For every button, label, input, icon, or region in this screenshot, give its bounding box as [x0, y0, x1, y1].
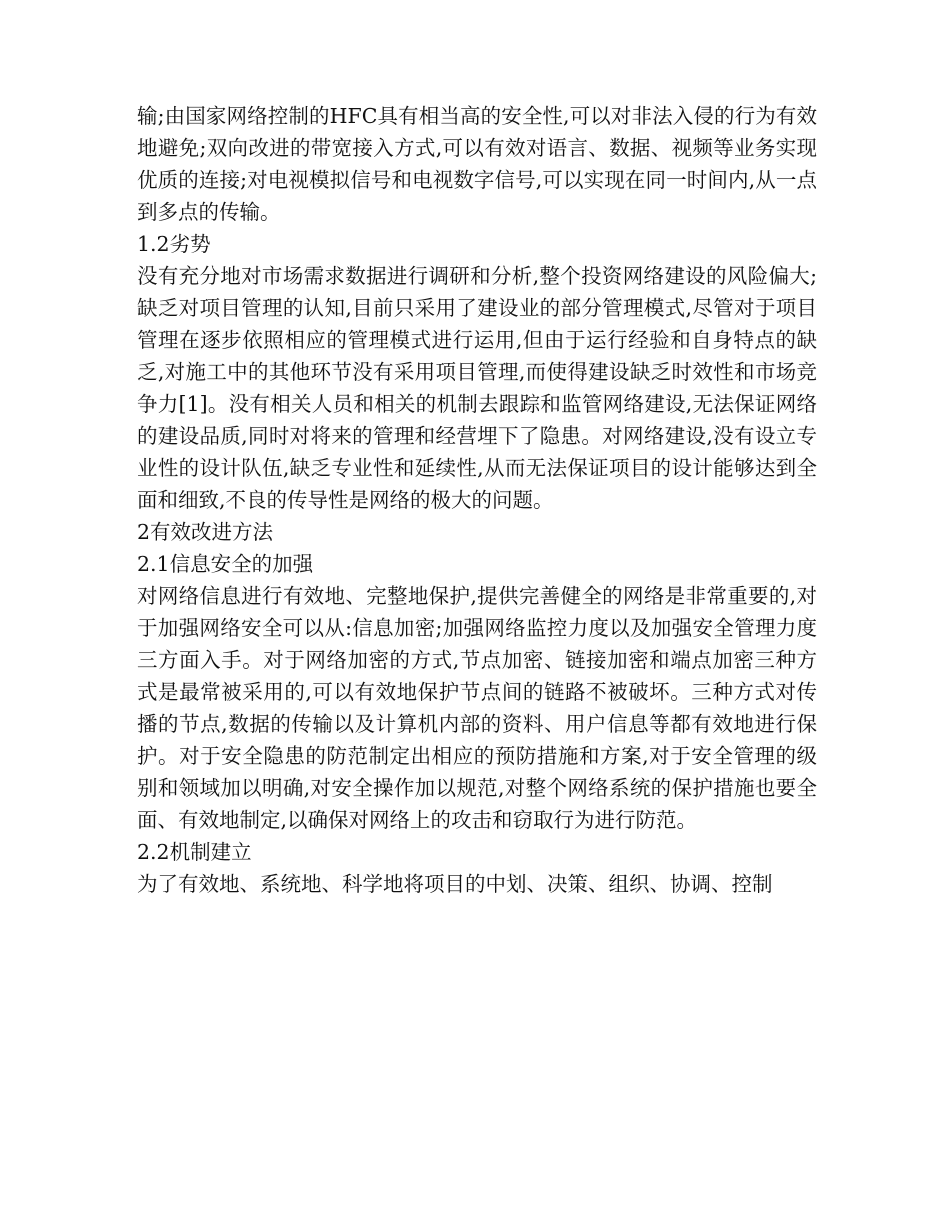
document-page — [137, 100, 817, 900]
heading-improvement-methods: 2有效改进方法 — [137, 520, 274, 544]
paragraph-disadvantages: 没有充分地对市场需求数据进行调研和分析,整个投资网络建设的风险偏大;缺乏对项目管理的认知,目前只采用了建设业的部分管理模式,尽管对于项目管理在逐步依照相应的管理模式进行运用,但由于运行经验和自身特点的缺乏,对施工中的其他环节没有采用项目管理,而使得建设缺乏时效性和市场竞争力[1]。没有相关人员和相关的机制去跟踪和监管网络建设,无法保证网络的建设品质,同时对将来的管理和经营埋下了隐患。对网络建设,没有设立专业性的设计队伍,缺乏专业性和延续性,从而无法保证项目的设计能够达到全面和细致,不良的传导性是网络的极大的问题。 — [137, 264, 817, 512]
paragraph-hfc-advantages: 输;由国家网络控制的HFC具有相当高的安全性,可以对非法入侵的行为有效地避免;双向改进的带宽接入方式,可以有效对语言、数据、视频等业务实现优质的连接;对电视模拟信号和电视数字信号,可以实现在同一时间内,从一点到多点的传输。 — [137, 104, 817, 224]
heading-mechanism: 2.2机制建立 — [137, 840, 252, 864]
paragraph-information-security: 对网络信息进行有效地、完整地保护,提供完善健全的网络是非常重要的,对于加强网络安全可以从:信息加密;加强网络监控力度以及加强安全管理力度三方面入手。对于网络加密的方式,节点加密、链接加密和端点加密三种方式是最常被采用的,可以有效地保护节点间的链路不被破坏。三种方式对传播的节点,数据的传输以及计算机内部的资料、用户信息等都有效地进行保护。对于安全隐患的防范制定出相应的预防措施和方案,对于安全管理的级别和领域加以明确,对安全操作加以规范,对整个网络系统的保护措施也要全面、有效地制定,以确保对网络上的攻击和窃取行为进行防范。 — [137, 584, 817, 832]
heading-information-security: 2.1信息安全的加强 — [137, 552, 314, 576]
heading-disadvantages: 1.2劣势 — [137, 232, 211, 256]
paragraph-mechanism: 为了有效地、系统地、科学地将项目的中划、决策、组织、协调、控制 — [137, 872, 773, 896]
